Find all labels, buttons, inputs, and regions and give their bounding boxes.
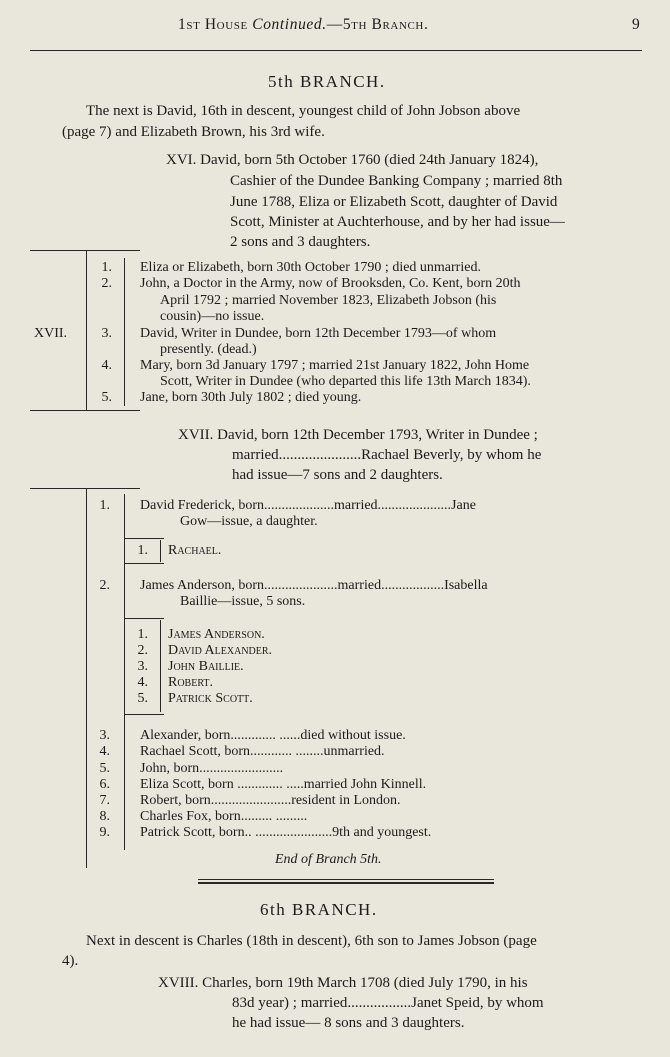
daughter-name: Rachael. bbox=[168, 543, 222, 558]
branch5-end-note: End of Branch 5th. bbox=[275, 852, 382, 867]
branch5-title-word: BRANCH. bbox=[299, 72, 386, 91]
son-3-name: John Baillie. bbox=[168, 659, 244, 674]
running-head-house: 1st House bbox=[178, 16, 248, 33]
child-2-line-3: cousin)—no issue. bbox=[160, 309, 265, 324]
branch6-title-word: BRANCH. bbox=[291, 900, 378, 919]
child-3-num: 3. bbox=[101, 326, 112, 341]
xvi-line-2: Cashier of the Dundee Banking Company ; married 8th bbox=[230, 173, 563, 189]
gen17-bracket bbox=[86, 250, 87, 410]
child-1-num: 1. bbox=[101, 260, 112, 275]
branch6-title-num: 6th bbox=[260, 900, 287, 919]
child-5-line-1: Jane, born 30th July 1802 ; died young. bbox=[140, 390, 362, 405]
gen18-4-line-1: Rachael Scott, born............ ........unmarried. bbox=[140, 744, 385, 759]
son-5-num: 5. bbox=[137, 691, 148, 706]
gen17-number-rule bbox=[124, 258, 125, 406]
branch5-title bbox=[268, 72, 386, 92]
gen18-2-num: 2. bbox=[99, 578, 110, 593]
running-head-continued: Continued. bbox=[252, 16, 327, 33]
branch-divider-top bbox=[198, 879, 494, 880]
gen18-number-rule bbox=[124, 494, 125, 850]
branch5-intro-1: The next is David, 16th in descent, youngest child of John Jobson above bbox=[86, 103, 521, 119]
xvi-line-3: June 1788, Eliza or Elizabeth Scott, daughter of David bbox=[230, 194, 558, 210]
child-4-line-1: Mary, born 3d January 1797 ; married 21st January 1822, John Home bbox=[140, 358, 530, 373]
gen18-6-line-1: Eliza Scott, born ............. .....married John Kinnell. bbox=[140, 777, 427, 792]
child-4-num: 4. bbox=[101, 358, 112, 373]
gen18-9-num: 9. bbox=[99, 825, 110, 840]
gen18-8-num: 8. bbox=[99, 809, 110, 824]
daughter-rule bbox=[160, 540, 161, 562]
xviii-line-1: XVIII. Charles, born 19th March 1708 (died July 1790, in his bbox=[158, 975, 528, 991]
gen18-3-line-1: Alexander, born............. ......died without issue. bbox=[140, 728, 406, 743]
gen18-7-line-1: Robert, born.......................resident in London. bbox=[140, 793, 401, 808]
child-5-num: 5. bbox=[101, 390, 112, 405]
gen18-5-num: 5. bbox=[99, 761, 110, 776]
gen18-2-line-1: James Anderson, born.....................married..................Isabella bbox=[140, 578, 488, 593]
gen18-8-line-1: Charles Fox, born......... ......... bbox=[140, 809, 308, 824]
son-5-name: Patrick Scott. bbox=[168, 691, 253, 706]
header-rule bbox=[30, 50, 642, 51]
daughter-num: 1. bbox=[137, 543, 148, 558]
xvii-line-3: had issue—7 sons and 2 daughters. bbox=[232, 467, 443, 483]
gen18-bracket bbox=[86, 488, 87, 868]
gen18-5-line-1: John, born........................ bbox=[140, 761, 284, 776]
branch5-title-num: 5th bbox=[268, 72, 295, 91]
xvi-line-5: 2 sons and 3 daughters. bbox=[230, 234, 371, 250]
son-1-num: 1. bbox=[137, 627, 148, 642]
son-2-num: 2. bbox=[137, 643, 148, 658]
gen18-1-num: 1. bbox=[99, 498, 110, 513]
gen18-top-rule bbox=[30, 488, 140, 489]
gen18-4-num: 4. bbox=[99, 744, 110, 759]
daughter-bottom-rule bbox=[124, 563, 164, 564]
son-2-name: David Alexander. bbox=[168, 643, 273, 658]
gen18-1-line-2: Gow—issue, a daughter. bbox=[180, 514, 318, 529]
child-4-line-2: Scott, Writer in Dundee (who departed this life 13th March 1834). bbox=[160, 374, 531, 389]
sons-bottom-rule bbox=[124, 714, 164, 715]
gen18-6-num: 6. bbox=[99, 777, 110, 792]
child-2-num: 2. bbox=[101, 276, 112, 291]
son-1-name: James Anderson. bbox=[168, 627, 265, 642]
xvii-line-1: XVII. David, born 12th December 1793, Writer in Dundee ; bbox=[178, 427, 538, 443]
child-3-line-1: David, Writer in Dundee, born 12th December 1793—of whom bbox=[140, 326, 497, 341]
sons-top-rule bbox=[124, 618, 164, 619]
branch6-intro-2: 4). bbox=[62, 953, 79, 969]
branch5-intro-2: (page 7) and Elizabeth Brown, his 3rd wife. bbox=[62, 124, 325, 140]
daughter-top-rule bbox=[124, 538, 164, 539]
xviii-line-2: 83d year) ; married.................Janet Speid, by whom bbox=[232, 995, 544, 1011]
gen18-7-num: 7. bbox=[99, 793, 110, 808]
branch6-intro-1: Next in descent is Charles (18th in descent), 6th son to James Jobson (page bbox=[86, 933, 537, 949]
gen17-bottom-rule bbox=[30, 410, 140, 411]
branch-divider-bottom bbox=[198, 882, 494, 884]
child-3-line-2: presently. (dead.) bbox=[160, 342, 257, 357]
sons-rule bbox=[160, 620, 161, 712]
child-1-line-1: Eliza or Elizabeth, born 30th October 1790 ; died unmarried. bbox=[140, 260, 481, 275]
gen17-top-rule bbox=[30, 250, 140, 251]
child-2-line-2: April 1792 ; married November 1823, Elizabeth Jobson (his bbox=[160, 293, 497, 308]
xviii-line-3: he had issue— 8 sons and 3 daughters. bbox=[232, 1015, 465, 1031]
xvi-line-1: XVI. David, born 5th October 1760 (died 24th January 1824), bbox=[166, 152, 539, 168]
running-head-branch: —5th Branch. bbox=[326, 16, 429, 33]
son-4-name: Robert. bbox=[168, 675, 214, 690]
gen17-label: XVII. bbox=[34, 326, 68, 341]
xvi-line-4: Scott, Minister at Auchterhouse, and by her had issue— bbox=[230, 214, 565, 230]
gen18-1-line-1: David Frederick, born....................married.....................Jane bbox=[140, 498, 476, 513]
page-number: 9 bbox=[632, 16, 641, 33]
xvii-line-2: married......................Rachael Beverly, by whom he bbox=[232, 447, 542, 463]
gen18-9-line-1: Patrick Scott, born.. ......................9th and youngest. bbox=[140, 825, 432, 840]
son-4-num: 4. bbox=[137, 675, 148, 690]
gen18-3-num: 3. bbox=[99, 728, 110, 743]
branch6-title bbox=[260, 900, 378, 920]
child-2-line-1: John, a Doctor in the Army, now of Brooksden, Co. Kent, born 20th bbox=[140, 276, 521, 291]
son-3-num: 3. bbox=[137, 659, 148, 674]
running-head bbox=[178, 16, 428, 34]
gen18-2-line-2: Baillie—issue, 5 sons. bbox=[180, 594, 306, 609]
